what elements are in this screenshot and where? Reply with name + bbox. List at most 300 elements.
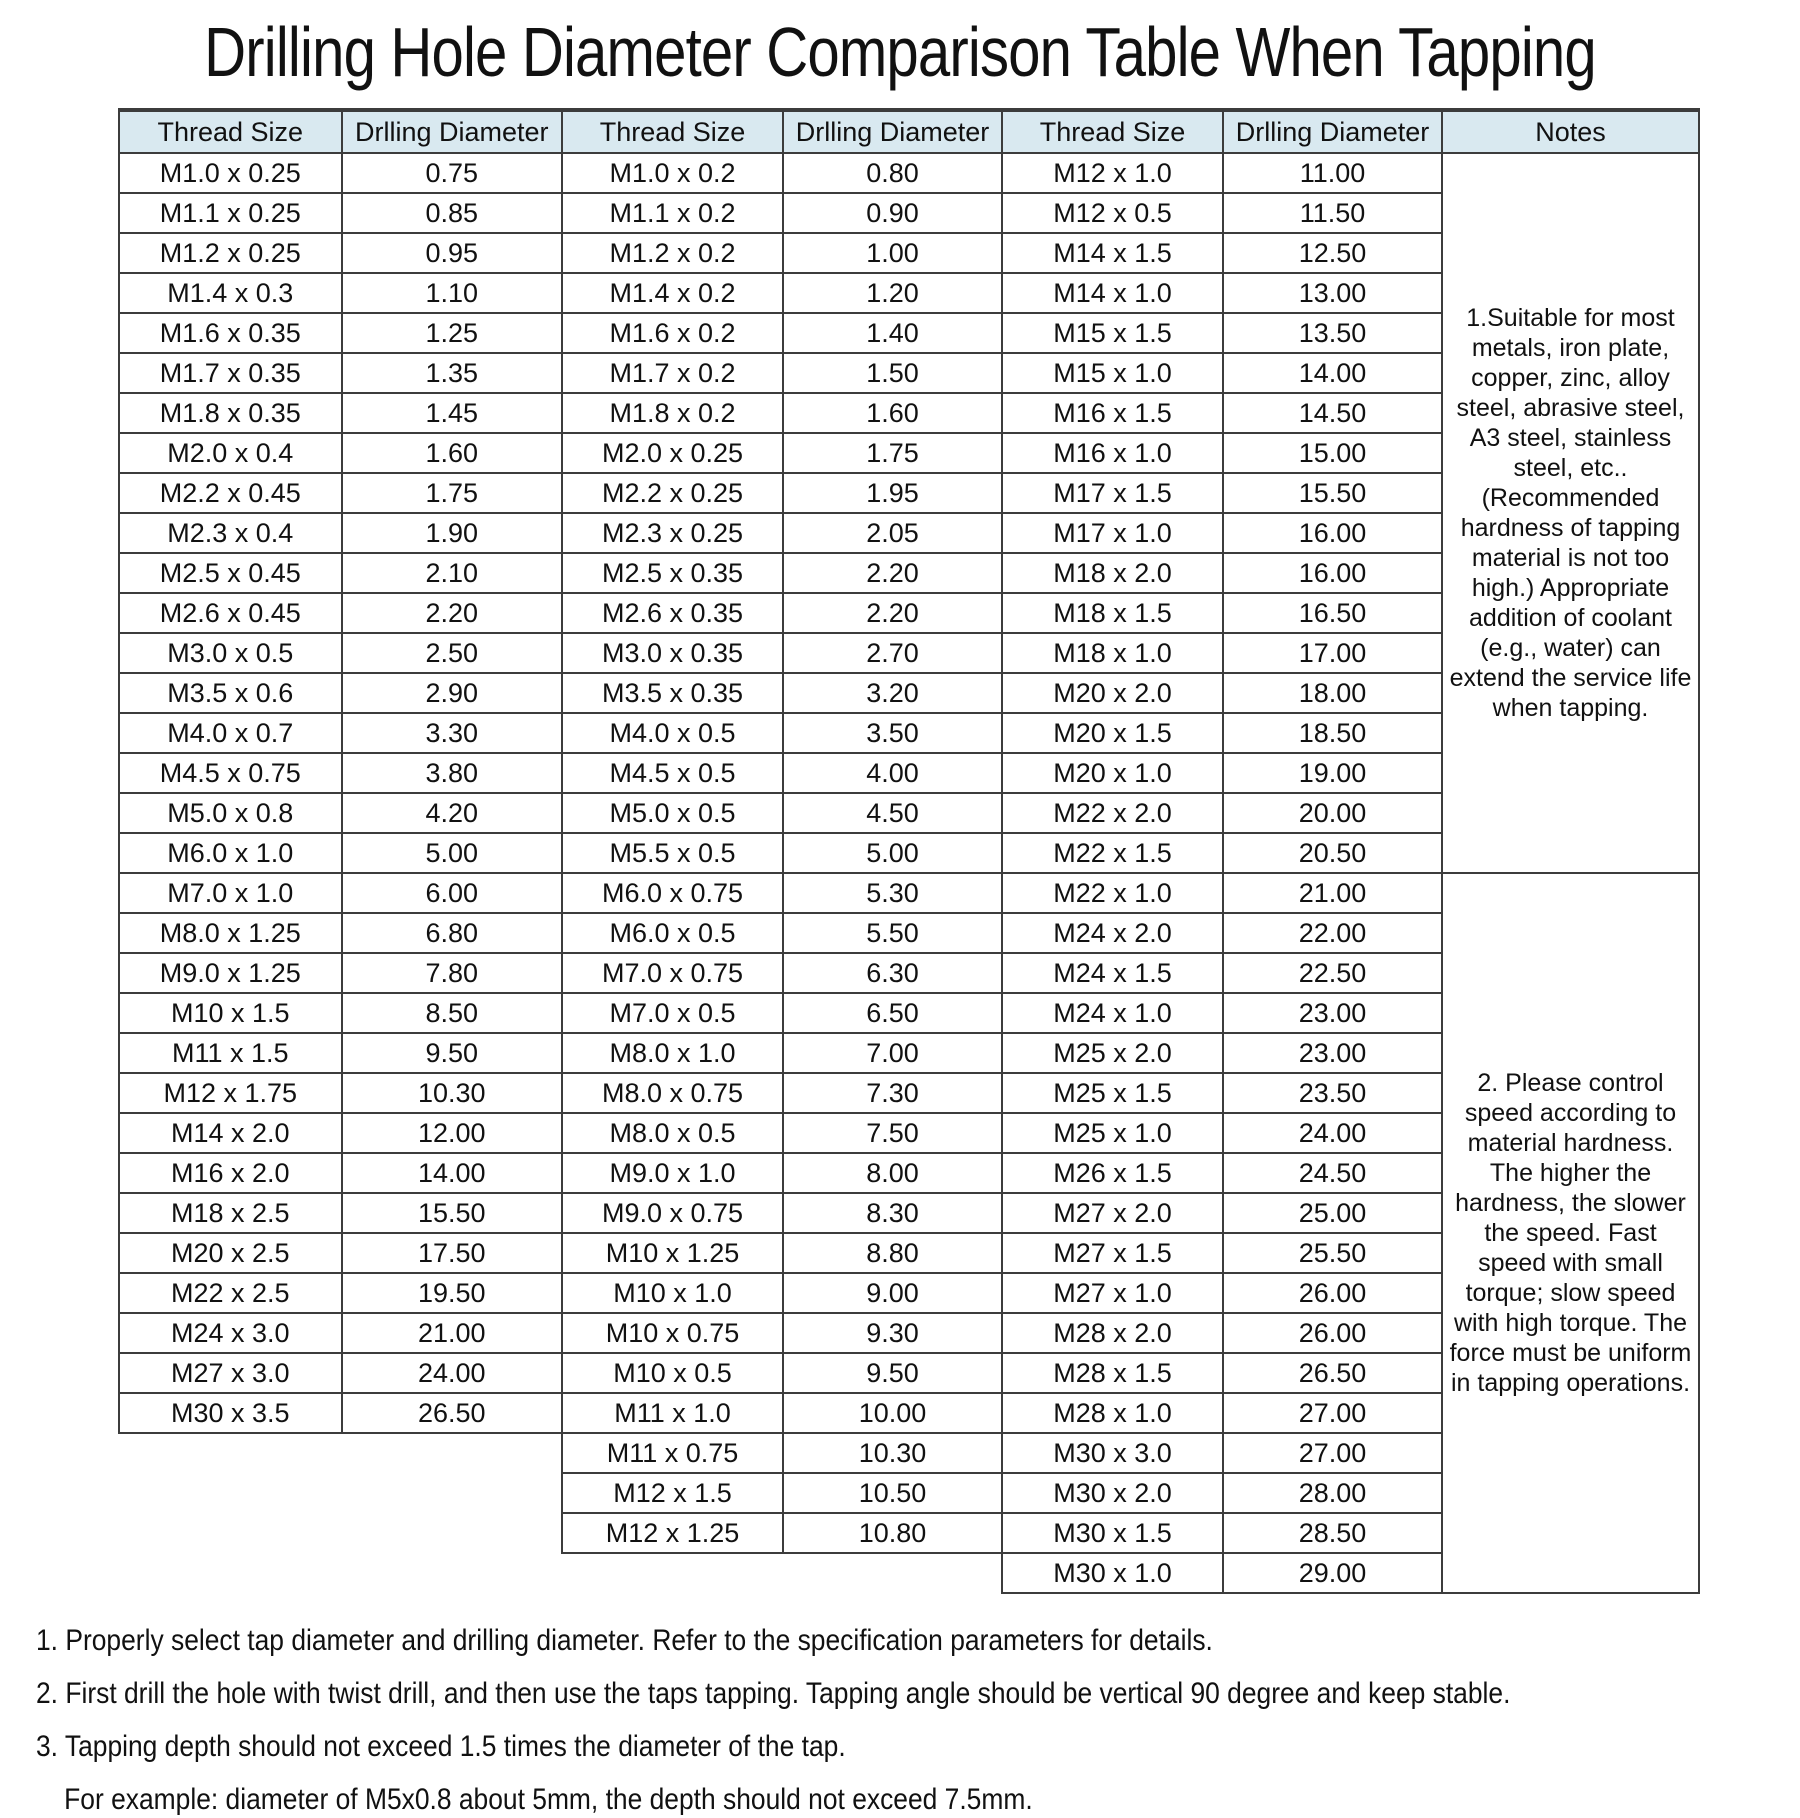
drill-diameter-cell: 15.50: [341, 1192, 562, 1232]
drill-diameter-cell: 13.00: [1222, 272, 1441, 312]
notes-header: Notes: [1443, 112, 1698, 152]
table-row: [1003, 672, 1441, 712]
table-row: [1003, 792, 1441, 832]
thread-size-cell: M11 x 1.5: [120, 1032, 341, 1072]
thread-size-cell: M18 x 1.5: [1003, 592, 1222, 632]
thread-size-cell: M18 x 2.5: [120, 1192, 341, 1232]
drill-diameter-cell: 10.30: [341, 1072, 562, 1112]
drill-diameter-cell: 2.50: [341, 632, 562, 672]
thread-size-cell: M12 x 1.25: [563, 1512, 782, 1552]
drill-diameter-cell: 25.00: [1222, 1192, 1441, 1232]
table-row: [563, 192, 1001, 232]
drill-diameter-cell: 8.30: [782, 1192, 1001, 1232]
drill-diameter-cell: 11.50: [1222, 192, 1441, 232]
drill-diameter-cell: 22.00: [1222, 912, 1441, 952]
drill-diameter-cell: 28.00: [1222, 1472, 1441, 1512]
footer-note-example: For example: diameter of M5x0.8 about 5mm, the depth should not exceed 7.5mm.: [64, 1783, 1033, 1816]
drill-diameter-cell: 6.30: [782, 952, 1001, 992]
drill-diameter-cell: 23.00: [1222, 1032, 1441, 1072]
thread-size-cell: M7.0 x 1.0: [120, 872, 341, 912]
table-row: [563, 1112, 1001, 1152]
thread-size-cell: M4.0 x 0.7: [120, 712, 341, 752]
table-row: [563, 872, 1001, 912]
thread-size-cell: M1.1 x 0.2: [563, 192, 782, 232]
table-row: [563, 912, 1001, 952]
thread-size-cell: M1.6 x 0.35: [120, 312, 341, 352]
table-row: [1003, 552, 1441, 592]
table-row: [1003, 1432, 1441, 1472]
thread-size-cell: M10 x 1.5: [120, 992, 341, 1032]
table-row: [120, 1032, 561, 1072]
drill-diameter-cell: 12.00: [341, 1112, 562, 1152]
thread-size-cell: M6.0 x 1.0: [120, 832, 341, 872]
thread-size-cell: M5.5 x 0.5: [563, 832, 782, 872]
thread-size-cell: M28 x 1.5: [1003, 1352, 1222, 1392]
table-row: [1003, 1392, 1441, 1432]
drill-diameter-cell: 22.50: [1222, 952, 1441, 992]
drill-diameter-cell: 23.50: [1222, 1072, 1441, 1112]
drill-diameter-cell: 1.10: [341, 272, 562, 312]
table-row: [1003, 272, 1441, 312]
drill-diameter-cell: 6.50: [782, 992, 1001, 1032]
table-row: [1003, 1112, 1441, 1152]
thread-size-header: Thread Size: [563, 112, 782, 152]
table-row: [120, 712, 561, 752]
drill-diameter-cell: 4.00: [782, 752, 1001, 792]
drill-diameter-cell: 0.95: [341, 232, 562, 272]
table-header-row: [1003, 112, 1441, 152]
drill-diameter-cell: 1.00: [782, 232, 1001, 272]
table-row: [1003, 632, 1441, 672]
thread-size-cell: M25 x 2.0: [1003, 1032, 1222, 1072]
thread-size-cell: M30 x 1.0: [1003, 1552, 1222, 1592]
thread-size-cell: M27 x 2.0: [1003, 1192, 1222, 1232]
table-row: [1003, 352, 1441, 392]
drill-diameter-cell: 4.20: [341, 792, 562, 832]
thread-size-cell: M5.0 x 0.5: [563, 792, 782, 832]
thread-size-cell: M2.3 x 0.4: [120, 512, 341, 552]
drill-diameter-cell: 27.00: [1222, 1392, 1441, 1432]
table-row: [120, 872, 561, 912]
thread-size-cell: M9.0 x 1.0: [563, 1152, 782, 1192]
table-row: [563, 632, 1001, 672]
table-row: [1003, 312, 1441, 352]
table-row: [1003, 192, 1441, 232]
drill-diameter-cell: 4.50: [782, 792, 1001, 832]
thread-size-cell: M7.0 x 0.5: [563, 992, 782, 1032]
thread-size-cell: M4.5 x 0.5: [563, 752, 782, 792]
drill-diameter-cell: 1.60: [341, 432, 562, 472]
thread-size-cell: M18 x 2.0: [1003, 552, 1222, 592]
table-pair-3: [1001, 108, 1443, 1594]
drill-diameter-cell: 10.50: [782, 1472, 1001, 1512]
drill-diameter-cell: 3.30: [341, 712, 562, 752]
table-row: [120, 592, 561, 632]
drill-diameter-cell: 5.30: [782, 872, 1001, 912]
drill-diameter-cell: 3.50: [782, 712, 1001, 752]
thread-size-cell: M10 x 0.5: [563, 1352, 782, 1392]
drill-diameter-header: Drlling Diameter: [1222, 112, 1441, 152]
thread-size-cell: M24 x 1.0: [1003, 992, 1222, 1032]
thread-size-cell: M17 x 1.0: [1003, 512, 1222, 552]
drill-diameter-cell: 17.50: [341, 1232, 562, 1272]
thread-size-cell: M3.5 x 0.6: [120, 672, 341, 712]
drill-diameter-cell: 5.00: [782, 832, 1001, 872]
thread-size-cell: M8.0 x 1.0: [563, 1032, 782, 1072]
drill-diameter-cell: 2.70: [782, 632, 1001, 672]
table-row: [563, 272, 1001, 312]
drill-diameter-cell: 17.00: [1222, 632, 1441, 672]
thread-size-cell: M6.0 x 0.75: [563, 872, 782, 912]
drill-diameter-cell: 14.00: [341, 1152, 562, 1192]
thread-size-cell: M8.0 x 0.75: [563, 1072, 782, 1112]
thread-size-cell: M26 x 1.5: [1003, 1152, 1222, 1192]
table-row: [120, 1192, 561, 1232]
table-row: [563, 1032, 1001, 1072]
drill-diameter-cell: 11.00: [1222, 152, 1441, 192]
table-row: [1003, 1032, 1441, 1072]
table-row: [120, 1232, 561, 1272]
table-row: [1003, 1312, 1441, 1352]
table-row: [563, 232, 1001, 272]
footer-notes: [36, 1622, 1796, 1818]
thread-size-cell: M16 x 1.5: [1003, 392, 1222, 432]
thread-size-cell: M15 x 1.0: [1003, 352, 1222, 392]
drill-diameter-cell: 1.60: [782, 392, 1001, 432]
table-row: [1003, 392, 1441, 432]
thread-size-cell: M27 x 1.5: [1003, 1232, 1222, 1272]
thread-size-cell: M14 x 1.5: [1003, 232, 1222, 272]
drill-diameter-cell: 2.05: [782, 512, 1001, 552]
drill-diameter-cell: 16.00: [1222, 512, 1441, 552]
drill-diameter-cell: 7.30: [782, 1072, 1001, 1112]
table-row: [563, 352, 1001, 392]
thread-size-cell: M10 x 1.25: [563, 1232, 782, 1272]
table-row: [120, 832, 561, 872]
drill-diameter-cell: 24.00: [1222, 1112, 1441, 1152]
table-row: [1003, 912, 1441, 952]
table-row: [563, 392, 1001, 432]
drill-diameter-cell: 26.00: [1222, 1312, 1441, 1352]
table-row: [120, 552, 561, 592]
thread-size-cell: M20 x 1.5: [1003, 712, 1222, 752]
drill-diameter-cell: 9.00: [782, 1272, 1001, 1312]
thread-size-cell: M2.5 x 0.35: [563, 552, 782, 592]
thread-size-cell: M30 x 1.5: [1003, 1512, 1222, 1552]
thread-size-cell: M2.0 x 0.25: [563, 432, 782, 472]
drill-diameter-cell: 28.50: [1222, 1512, 1441, 1552]
footer-note-3: 3. Tapping depth should not exceed 1.5 times the diameter of the tap.: [36, 1730, 846, 1763]
drill-diameter-cell: 7.80: [341, 952, 562, 992]
table-row: [1003, 232, 1441, 272]
thread-size-cell: M12 x 1.5: [563, 1472, 782, 1512]
drill-diameter-cell: 5.00: [341, 832, 562, 872]
thread-size-cell: M27 x 1.0: [1003, 1272, 1222, 1312]
table-row: [120, 152, 561, 192]
table-row: [563, 792, 1001, 832]
drill-diameter-cell: 2.20: [341, 592, 562, 632]
thread-size-cell: M28 x 1.0: [1003, 1392, 1222, 1432]
table-row: [563, 472, 1001, 512]
thread-size-cell: M2.2 x 0.25: [563, 472, 782, 512]
table-row: [120, 1072, 561, 1112]
table-row: [1003, 512, 1441, 552]
drill-diameter-cell: 3.80: [341, 752, 562, 792]
thread-size-cell: M10 x 0.75: [563, 1312, 782, 1352]
drill-diameter-cell: 19.00: [1222, 752, 1441, 792]
table-pair-1: [118, 108, 563, 1434]
drill-diameter-cell: 1.90: [341, 512, 562, 552]
drill-diameter-cell: 26.50: [1222, 1352, 1441, 1392]
table-row: [1003, 1152, 1441, 1192]
table-row: [1003, 432, 1441, 472]
drill-diameter-cell: 20.00: [1222, 792, 1441, 832]
table-row: [1003, 472, 1441, 512]
table-row: [563, 672, 1001, 712]
drill-diameter-cell: 16.50: [1222, 592, 1441, 632]
table-row: [120, 1152, 561, 1192]
table-row: [1003, 1352, 1441, 1392]
thread-size-cell: M14 x 1.0: [1003, 272, 1222, 312]
page-title: Drilling Hole Diameter Comparison Table When Tapping: [204, 13, 1596, 91]
table-row: [563, 1432, 1001, 1472]
table-row: [563, 952, 1001, 992]
table-row: [1003, 1232, 1441, 1272]
thread-size-cell: M16 x 2.0: [120, 1152, 341, 1192]
drill-diameter-cell: 2.10: [341, 552, 562, 592]
footer-note-2: 2. First drill the hole with twist drill, and then use the taps tapping. Tapping angle should be vertical 90 degree and keep stable.: [36, 1677, 1511, 1710]
table-row: [563, 552, 1001, 592]
thread-size-cell: M1.7 x 0.35: [120, 352, 341, 392]
drill-diameter-cell: 15.50: [1222, 472, 1441, 512]
thread-size-cell: M11 x 0.75: [563, 1432, 782, 1472]
table-row: [120, 272, 561, 312]
drill-diameter-cell: 1.95: [782, 472, 1001, 512]
thread-size-cell: M1.2 x 0.25: [120, 232, 341, 272]
drill-diameter-cell: 19.50: [341, 1272, 562, 1312]
thread-size-cell: M3.0 x 0.35: [563, 632, 782, 672]
note-cell-2: 2. Please control speed according to material hardness. The higher the hardness, the slower the speed. Fast speed with small torque; slow speed with high torque. The force must be uniform in tapping operations.: [1443, 872, 1698, 1592]
drill-diameter-cell: 1.45: [341, 392, 562, 432]
thread-size-cell: M2.3 x 0.25: [563, 512, 782, 552]
table-row: [120, 472, 561, 512]
drill-diameter-cell: 8.00: [782, 1152, 1001, 1192]
table-row: [120, 1312, 561, 1352]
drill-diameter-cell: 1.75: [341, 472, 562, 512]
notes-column: [1441, 108, 1700, 1594]
drill-diameter-cell: 26.00: [1222, 1272, 1441, 1312]
table-row: [563, 1192, 1001, 1232]
table-body: [1003, 152, 1441, 1592]
table-row: [563, 1272, 1001, 1312]
table-body: [120, 152, 561, 1432]
drill-diameter-cell: 29.00: [1222, 1552, 1441, 1592]
drill-diameter-cell: 14.50: [1222, 392, 1441, 432]
thread-size-cell: M22 x 2.5: [120, 1272, 341, 1312]
thread-size-cell: M16 x 1.0: [1003, 432, 1222, 472]
thread-size-cell: M20 x 1.0: [1003, 752, 1222, 792]
table-row: [120, 792, 561, 832]
drill-diameter-cell: 9.50: [782, 1352, 1001, 1392]
thread-size-header: Thread Size: [1003, 112, 1222, 152]
drill-diameter-header: Drlling Diameter: [782, 112, 1001, 152]
thread-size-cell: M14 x 2.0: [120, 1112, 341, 1152]
table-row: [120, 752, 561, 792]
thread-size-cell: M27 x 3.0: [120, 1352, 341, 1392]
table-row: [563, 992, 1001, 1032]
table-row: [1003, 592, 1441, 632]
drill-diameter-cell: 6.00: [341, 872, 562, 912]
drill-diameter-cell: 18.00: [1222, 672, 1441, 712]
table-row: [120, 672, 561, 712]
thread-size-cell: M18 x 1.0: [1003, 632, 1222, 672]
table-header-row: [563, 112, 1001, 152]
table-row: [120, 1112, 561, 1152]
thread-size-cell: M25 x 1.0: [1003, 1112, 1222, 1152]
drill-diameter-cell: 26.50: [341, 1392, 562, 1432]
note-cell-1: 1.Suitable for most metals, iron plate, copper, zinc, alloy steel, abrasive steel, A3 steel, stainless steel, etc..(Recommended hardness of tapping material is not too high.) Appropriate addition of coolant (e.g., water) can extend the service life when tapping.: [1443, 152, 1698, 872]
table-row: [1003, 752, 1441, 792]
drill-diameter-cell: 0.85: [341, 192, 562, 232]
thread-size-cell: M6.0 x 0.5: [563, 912, 782, 952]
table-row: [120, 312, 561, 352]
thread-size-cell: M24 x 3.0: [120, 1312, 341, 1352]
table-row: [563, 1152, 1001, 1192]
drill-diameter-cell: 2.20: [782, 552, 1001, 592]
thread-size-cell: M12 x 1.75: [120, 1072, 341, 1112]
table-row: [563, 592, 1001, 632]
drill-diameter-cell: 14.00: [1222, 352, 1441, 392]
drill-diameter-cell: 1.25: [341, 312, 562, 352]
table-row: [1003, 992, 1441, 1032]
drill-diameter-cell: 3.20: [782, 672, 1001, 712]
table-row: [120, 232, 561, 272]
drill-diameter-cell: 10.30: [782, 1432, 1001, 1472]
drill-diameter-cell: 10.80: [782, 1512, 1001, 1552]
table-row: [1003, 712, 1441, 752]
thread-size-cell: M24 x 1.5: [1003, 952, 1222, 992]
table-row: [563, 1392, 1001, 1432]
table-row: [120, 352, 561, 392]
thread-size-cell: M5.0 x 0.8: [120, 792, 341, 832]
thread-size-cell: M11 x 1.0: [563, 1392, 782, 1432]
thread-size-cell: M9.0 x 0.75: [563, 1192, 782, 1232]
thread-size-cell: M24 x 2.0: [1003, 912, 1222, 952]
thread-size-cell: M2.5 x 0.45: [120, 552, 341, 592]
thread-size-cell: M30 x 3.5: [120, 1392, 341, 1432]
thread-size-cell: M1.6 x 0.2: [563, 312, 782, 352]
thread-size-cell: M17 x 1.5: [1003, 472, 1222, 512]
table-row: [1003, 152, 1441, 192]
drill-diameter-cell: 0.80: [782, 152, 1001, 192]
drill-diameter-cell: 1.20: [782, 272, 1001, 312]
drill-diameter-cell: 7.00: [782, 1032, 1001, 1072]
table-row: [120, 1352, 561, 1392]
table-row: [1003, 952, 1441, 992]
drill-diameter-cell: 24.50: [1222, 1152, 1441, 1192]
table-row: [120, 1272, 561, 1312]
thread-size-cell: M1.4 x 0.3: [120, 272, 341, 312]
drill-diameter-cell: 10.00: [782, 1392, 1001, 1432]
drill-diameter-cell: 2.20: [782, 592, 1001, 632]
thread-size-cell: M2.0 x 0.4: [120, 432, 341, 472]
table-row: [563, 512, 1001, 552]
table-body: [563, 152, 1001, 1552]
thread-size-cell: M3.0 x 0.5: [120, 632, 341, 672]
drill-diameter-cell: 1.35: [341, 352, 562, 392]
thread-size-header: Thread Size: [120, 112, 341, 152]
table-row: [563, 1352, 1001, 1392]
table-pair-2: [561, 108, 1003, 1554]
table-row: [563, 432, 1001, 472]
thread-size-cell: M2.2 x 0.45: [120, 472, 341, 512]
thread-size-cell: M12 x 1.0: [1003, 152, 1222, 192]
thread-size-cell: M10 x 1.0: [563, 1272, 782, 1312]
drill-diameter-cell: 0.75: [341, 152, 562, 192]
thread-size-cell: M1.0 x 0.2: [563, 152, 782, 192]
drill-diameter-cell: 13.50: [1222, 312, 1441, 352]
thread-size-cell: M15 x 1.5: [1003, 312, 1222, 352]
drill-diameter-cell: 1.75: [782, 432, 1001, 472]
drill-diameter-cell: 18.50: [1222, 712, 1441, 752]
drill-diameter-cell: 21.00: [1222, 872, 1441, 912]
thread-size-cell: M30 x 3.0: [1003, 1432, 1222, 1472]
drill-diameter-cell: 1.50: [782, 352, 1001, 392]
table-row: [563, 1472, 1001, 1512]
thread-size-cell: M4.0 x 0.5: [563, 712, 782, 752]
drill-diameter-cell: 2.90: [341, 672, 562, 712]
table-row: [1003, 1552, 1441, 1592]
thread-size-cell: M2.6 x 0.35: [563, 592, 782, 632]
table-row: [563, 832, 1001, 872]
drill-diameter-cell: 16.00: [1222, 552, 1441, 592]
table-row: [120, 192, 561, 232]
thread-size-cell: M1.8 x 0.2: [563, 392, 782, 432]
drill-diameter-cell: 15.00: [1222, 432, 1441, 472]
drill-diameter-cell: 7.50: [782, 1112, 1001, 1152]
table-row: [120, 992, 561, 1032]
table-row: [563, 1312, 1001, 1352]
thread-size-cell: M3.5 x 0.35: [563, 672, 782, 712]
thread-size-cell: M1.7 x 0.2: [563, 352, 782, 392]
thread-size-cell: M22 x 1.5: [1003, 832, 1222, 872]
drill-diameter-cell: 12.50: [1222, 232, 1441, 272]
drill-diameter-cell: 23.00: [1222, 992, 1441, 1032]
table-row: [1003, 1192, 1441, 1232]
drill-diameter-cell: 25.50: [1222, 1232, 1441, 1272]
thread-size-cell: M1.0 x 0.25: [120, 152, 341, 192]
table-row: [563, 712, 1001, 752]
drill-diameter-cell: 9.30: [782, 1312, 1001, 1352]
thread-size-cell: M2.6 x 0.45: [120, 592, 341, 632]
table-row: [120, 392, 561, 432]
drill-diameter-cell: 20.50: [1222, 832, 1441, 872]
table-row: [120, 952, 561, 992]
thread-size-cell: M12 x 0.5: [1003, 192, 1222, 232]
thread-size-cell: M1.1 x 0.25: [120, 192, 341, 232]
table-row: [120, 1392, 561, 1432]
thread-size-cell: M1.4 x 0.2: [563, 272, 782, 312]
thread-size-cell: M20 x 2.0: [1003, 672, 1222, 712]
table-row: [1003, 832, 1441, 872]
table-row: [563, 152, 1001, 192]
table-row: [120, 632, 561, 672]
thread-size-cell: M22 x 1.0: [1003, 872, 1222, 912]
thread-size-cell: M9.0 x 1.25: [120, 952, 341, 992]
thread-size-cell: M8.0 x 1.25: [120, 912, 341, 952]
thread-size-cell: M25 x 1.5: [1003, 1072, 1222, 1112]
table-row: [563, 752, 1001, 792]
